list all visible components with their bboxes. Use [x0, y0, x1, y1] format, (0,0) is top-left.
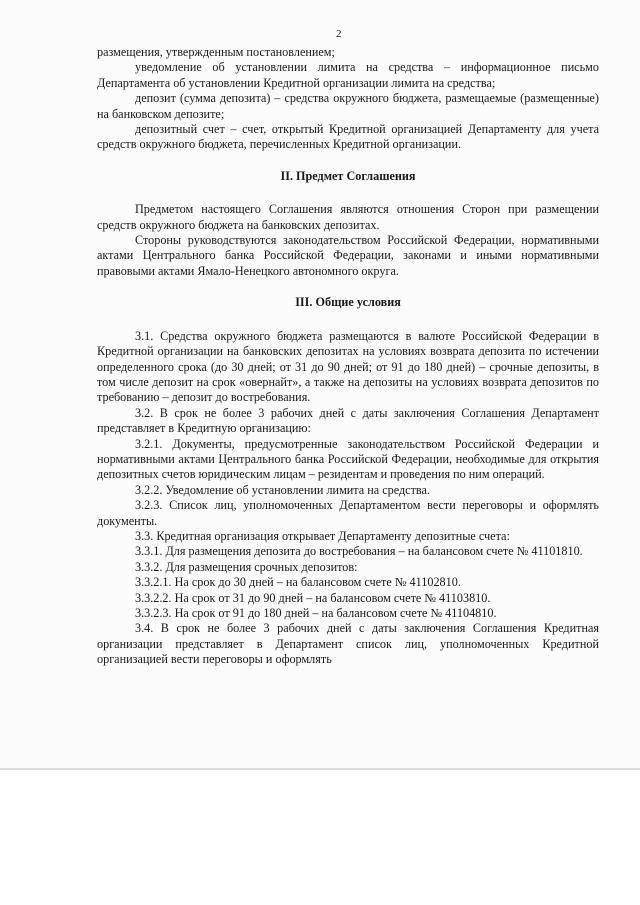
paragraph: 3.1. Средства окружного бюджета размещаются в валюте Российской Федерации в Кредитной организации на банковских депозитах на условиях возврата депозита по истечении определенного срока (до 30 дней; от 31 до 90 дней; от 91 до 180 дней) – срочные депозиты, в том числе депозит на срок «овернайт», а также на депозиты на условиях возврата депозитов по требованию – депозит до востребования.	[97, 328, 599, 405]
paragraph: Предметом настоящего Соглашения являются отношения Сторон при размещении средств окружного бюджета на банковских депозитах.	[97, 202, 599, 232]
paragraph: уведомление об установлении лимита на средства – информационное письмо Департамента об установлении Кредитной организации лимита на средства;	[97, 60, 599, 90]
section-heading: III. Общие условия	[295, 295, 401, 310]
section-heading: II. Предмет Соглашения	[280, 168, 416, 183]
paragraph: 3.3. Кредитная организация открывает Департаменту депозитные счета:	[135, 528, 510, 543]
paragraph: Стороны руководствуются законодательством Российской Федерации, нормативными актами Центрального банка Российской Федерации, законами и иными нормативными правовыми актами Ямало-Ненецкого автономного округа.	[97, 233, 599, 278]
page-bottom-edge	[0, 768, 640, 770]
paragraph: депозит (сумма депозита) – средства окружного бюджета, размещаемые (размещенные) на банковском депозите;	[97, 91, 599, 121]
paragraph: депозитный счет – счет, открытый Кредитной организацией Департаменту для учета средств окружного бюджета, перечисленных Кредитной организации.	[97, 122, 599, 152]
paragraph: 3.3.1. Для размещения депозита до востребования – на балансовом счете № 41101810.	[135, 544, 583, 559]
paragraph: 3.3.2.1. На срок до 30 дней – на балансовом счете № 41102810.	[135, 575, 461, 590]
page-number: 2	[336, 28, 342, 40]
paragraph: размещения, утвержденным постановлением;	[97, 45, 335, 59]
paragraph: 3.4. В срок не более 3 рабочих дней с даты заключения Соглашения Кредитная организации представляет в Департамент список лиц, уполномоченных Кредитной организацией вести переговоры и оформлять	[97, 621, 599, 667]
paragraph: 3.2. В срок не более 3 рабочих дней с даты заключения Соглашения Департамент представляет в Кредитную организацию:	[97, 405, 599, 436]
paragraph: 3.3.2. Для размещения срочных депозитов:	[135, 559, 358, 574]
paragraph: 3.2.1. Документы, предусмотренные законодательством Российской Федерации и нормативными актами Центрального банка Российской Федерации, необходимые для открытия депозитных счетов юридическим лицам – резидентам и проведения по ним операций.	[97, 436, 599, 482]
paragraph: 3.3.2.3. На срок от 91 до 180 дней – на балансовом счете № 41104810.	[135, 606, 497, 620]
document-body	[97, 45, 599, 668]
paragraph: 3.2.3. Список лиц, уполномоченных Департаментом вести переговоры и оформлять документы.	[97, 498, 599, 528]
paragraph: 3.2.2. Уведомление об установлении лимита на средства.	[135, 482, 430, 497]
paragraph: 3.3.2.2. На срок от 31 до 90 дней – на балансовом счете № 41103810.	[135, 590, 491, 605]
